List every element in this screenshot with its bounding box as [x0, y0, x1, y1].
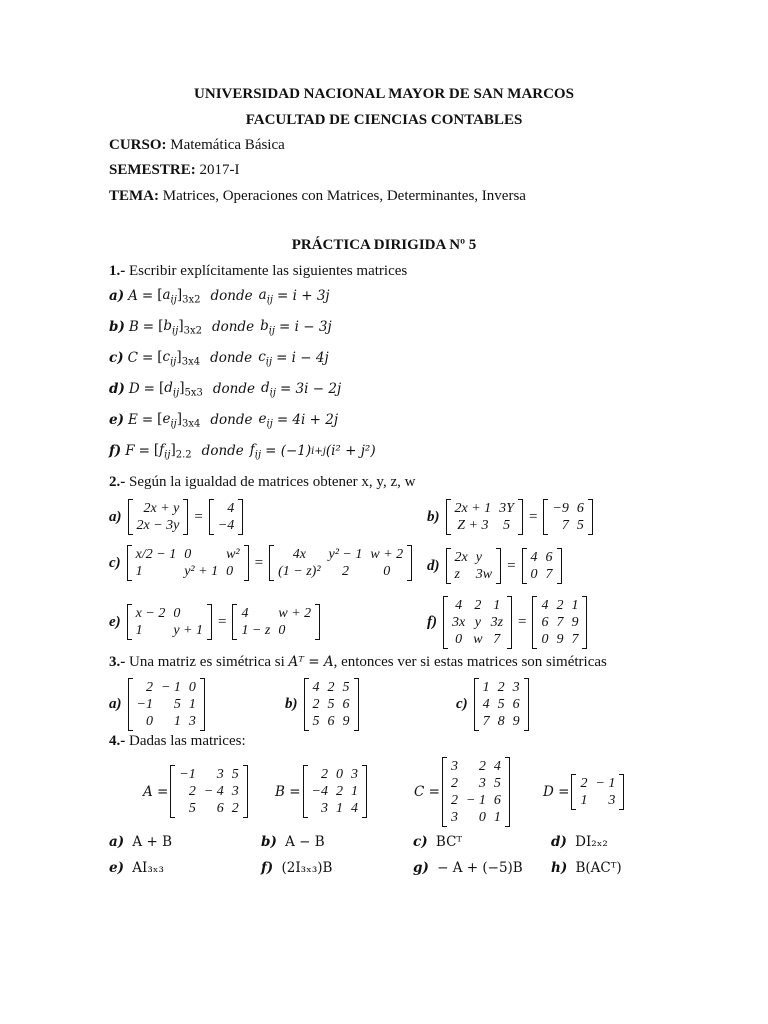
semestre-value: 2017-I: [195, 162, 240, 178]
semestre-label: SEMESTRE:: [109, 162, 196, 178]
q1-item-element: $[e_{ij}]_{3x4}$: [157, 411, 201, 430]
q4-operation: [109, 834, 172, 850]
matrix-cell: 3: [512, 680, 520, 695]
q2-a: a) 2x + y 2x − 3y = 4 −4: [109, 499, 245, 535]
q1-item: c) C = $[c_{ij}]_{3x4}$ donde $c_{ij}$ = i − 4j: [109, 349, 329, 368]
q4-op-label: d): [551, 834, 567, 850]
q1-item-label: d): [109, 381, 125, 398]
q4-op-label: c): [413, 834, 428, 850]
curso-line: [109, 137, 285, 154]
q2-b-left-matrix: [446, 499, 523, 535]
q1-donde: donde: [210, 288, 253, 305]
matrix-cell: 1: [493, 810, 501, 825]
q4-number: 4.-: [109, 733, 126, 749]
q4-operation: [413, 834, 462, 850]
matrix-cell: −1: [136, 697, 153, 712]
tema-label: TEMA:: [109, 188, 159, 204]
matrix-cell: z: [454, 567, 460, 582]
matrix-cell: 4: [530, 550, 538, 565]
matrix-cell: 2: [450, 793, 458, 808]
q3-b-label: b): [285, 696, 298, 712]
q4-a-matrix: [170, 765, 247, 818]
matrix-cell: 3: [450, 810, 458, 825]
matrix-cell: 5: [503, 518, 511, 533]
matrix-cell: 1: [571, 598, 579, 613]
q1-item-rule-element: $b_{ij}$: [260, 318, 276, 337]
q3-statement: [109, 654, 607, 671]
q1-item-rule: = 3i − 2j: [279, 381, 342, 398]
matrix-cell: 2x + y: [143, 501, 180, 516]
q1-item-label: c): [109, 350, 124, 367]
q1-donde: donde: [210, 412, 253, 429]
q1-item-element: $[b_{ij}]_{3x2}$: [158, 318, 202, 337]
matrix-cell: 2x + 1: [454, 501, 492, 516]
matrix-cell: −4: [311, 784, 328, 799]
matrix-cell: Z + 3: [457, 518, 489, 533]
matrix-cell: (1 − z)²: [278, 564, 321, 579]
matrix-cell: 5: [342, 680, 350, 695]
matrix-cell: 2: [497, 680, 505, 695]
q1-item-element: $[f_{ij}]_{2.2}$: [153, 442, 192, 461]
matrix-cell: 5: [188, 801, 196, 816]
matrix-cell: 5: [493, 776, 501, 791]
matrix-cell: 4: [241, 606, 249, 621]
q4-operation: [551, 860, 622, 876]
q3-text-2: , entonces ver si estas matrices son simétricas: [333, 654, 607, 670]
matrix-cell: y: [475, 550, 482, 565]
matrix-cell: 0: [188, 680, 196, 695]
q4-a-name: A =: [143, 783, 169, 800]
matrix-cell: 2: [320, 767, 328, 782]
matrix-cell: 2: [312, 697, 320, 712]
q1-item-rule-element: $a_{ij}$: [258, 287, 273, 306]
q4-d-name: D =: [543, 784, 570, 800]
matrix-cell: 2: [450, 776, 458, 791]
matrix-cell: x − 2: [135, 606, 166, 621]
matrix-cell: y: [474, 615, 481, 630]
matrix-cell: 2: [188, 784, 196, 799]
q4-op-label: e): [109, 860, 124, 876]
matrix-cell: 1: [580, 793, 588, 808]
matrix-cell: 2: [341, 564, 349, 579]
practice-title: PRÁCTICA DIRIGIDA Nº 5: [291, 237, 477, 253]
q2-a-left-matrix: [128, 499, 189, 535]
matrix-cell: 2x: [454, 550, 468, 565]
q4-op-expr: (2I₃ₓ₃)B: [277, 860, 333, 876]
q4-op-expr: A + B: [128, 834, 172, 850]
q2-d-label: d): [427, 557, 440, 574]
q1-donde: donde: [210, 350, 253, 367]
matrix-cell: 0: [478, 810, 486, 825]
matrix-cell: 0: [335, 767, 343, 782]
q4-op-expr: − A + (−5)B: [432, 860, 523, 876]
q1-donde: donde: [211, 319, 255, 336]
matrix-cell: 6: [545, 550, 553, 565]
tema-value: Matrices, Operaciones con Matrices, Determinantes, Inversa: [159, 188, 526, 204]
q2-a-label: a): [109, 508, 122, 525]
q2-statement: [109, 474, 415, 491]
q4-d-matrix: [571, 774, 624, 810]
matrix-cell: 3: [608, 793, 616, 808]
q1-text: Escribir explícitamente las siguientes matrices: [125, 263, 408, 279]
q1-item-rule: = i + 3j: [277, 288, 330, 305]
q3-c-label: c): [456, 696, 468, 712]
matrix-cell: 4: [227, 501, 235, 516]
q2-e: e) x − 2 0 1 y + 1 = 4 w + 2 1 − z 0: [109, 604, 322, 640]
q1-donde: donde: [201, 443, 244, 460]
matrix-cell: 0: [226, 564, 234, 579]
matrix-cell: 2: [478, 759, 486, 774]
matrix-cell: 3: [450, 759, 458, 774]
matrix-cell: 5: [327, 697, 335, 712]
matrix-cell: 4: [482, 697, 490, 712]
q1-item-name: D: [128, 381, 140, 398]
matrix-cell: y + 1: [173, 623, 203, 638]
matrix-cell: 1: [173, 714, 181, 729]
q1-item-rule: = i − 4j: [276, 350, 329, 367]
matrix-cell: 1: [135, 623, 143, 638]
q4-op-expr: DI₂ₓ₂: [570, 834, 608, 850]
q3-b-matrix: [304, 678, 359, 731]
q1-item-rule-element: $d_{ij}$: [260, 380, 276, 399]
q2-b-label: b): [427, 508, 440, 525]
university-name: UNIVERSIDAD NACIONAL MAYOR DE SAN MARCOS: [194, 86, 574, 102]
q4-b-name: B =: [275, 783, 301, 800]
q1-item: f) F = $[f_{ij}]_{2.2}$ donde $f_{ij}$ = (−1) i+j (i² + j²): [109, 442, 376, 461]
matrix-cell: 6: [493, 793, 501, 808]
q3-text-1: Una matriz es simétrica si: [125, 654, 289, 670]
matrix-cell: − 1: [160, 680, 181, 695]
q1-item-label: e): [109, 412, 124, 429]
q4-operation: [261, 860, 332, 876]
q1-item-name: A: [128, 288, 138, 305]
matrix-cell: 2: [145, 680, 153, 695]
q4-op-label: f): [261, 860, 274, 876]
q2-d: d) 2x y z 3w = 4 6 0 7: [427, 548, 564, 584]
matrix-cell: 9: [512, 714, 520, 729]
matrix-cell: 6: [327, 714, 335, 729]
matrix-cell: 3Y: [499, 501, 514, 516]
matrix-cell: 2: [335, 784, 343, 799]
q2-number: 2.-: [109, 474, 126, 490]
q2-c: c) x/2 − 1 0 w² 1 y² + 1 0 = 4x y² − 1 w + 2 (1 − z)² 2 0: [109, 545, 414, 581]
matrix-cell: y² + 1: [184, 564, 219, 579]
matrix-cell: 4x: [292, 547, 306, 562]
q1-item-name: F: [125, 443, 135, 460]
matrix-cell: − 1: [595, 776, 616, 791]
matrix-cell: 2: [474, 598, 482, 613]
q4-c-name: C =: [414, 784, 440, 800]
matrix-cell: 5: [576, 518, 584, 533]
q4-operation: [413, 860, 523, 876]
curso-label: CURSO:: [109, 137, 167, 153]
matrix-cell: 6: [576, 501, 584, 516]
matrix-cell: −4: [217, 518, 235, 533]
matrix-cell: 7: [482, 714, 490, 729]
matrix-cell: 5: [312, 714, 320, 729]
q1-item-name: B: [128, 319, 139, 336]
matrix-cell: 4: [455, 598, 463, 613]
q4-c-matrix: [442, 757, 510, 827]
matrix-cell: 4: [493, 759, 501, 774]
q3-a-label: a): [109, 696, 122, 712]
q1-f-rest: (i² + j²): [325, 443, 376, 460]
q1-item-rule: = i − 3j: [279, 319, 332, 336]
q3-number: 3.-: [109, 654, 126, 670]
q1-item-rule: = 4i + 2j: [276, 412, 339, 429]
matrix-cell: 4: [350, 801, 358, 816]
matrix-cell: 2x − 3y: [136, 518, 180, 533]
q4-operation: [551, 834, 608, 850]
matrix-cell: 7: [493, 632, 501, 647]
matrix-cell: 3: [320, 801, 328, 816]
matrix-cell: 9: [342, 714, 350, 729]
q1-item-element: $[a_{ij}]_{3x2}$: [157, 287, 201, 306]
q1-donde: donde: [212, 381, 255, 398]
q3-c: [456, 678, 531, 731]
q2-e-label: e): [109, 613, 121, 630]
matrix-cell: 1: [135, 564, 143, 579]
faculty-name: FACULTAD DE CIENCIAS CONTABLES: [245, 112, 523, 128]
q4-op-label: h): [551, 860, 568, 876]
q2-d-left-matrix: [446, 548, 502, 584]
q1-item: e) E = $[e_{ij}]_{3x4}$ donde $e_{ij}$ = 4i + 2j: [109, 411, 339, 430]
q3-b: [285, 678, 361, 731]
q3-a: [109, 678, 207, 731]
q4-op-label: a): [109, 834, 125, 850]
q2-a-right-matrix: [209, 499, 243, 535]
matrix-cell: 5: [497, 697, 505, 712]
matrix-cell: 0: [383, 564, 391, 579]
matrix-cell: 8: [497, 714, 505, 729]
q1-item-element: $[c_{ij}]_{3x4}$: [157, 349, 201, 368]
matrix-cell: w + 2: [370, 547, 404, 562]
q4-matrix-a: [143, 765, 250, 818]
matrix-cell: 9: [556, 632, 564, 647]
q2-c-label: c): [109, 554, 121, 571]
q2-f-label: f): [427, 614, 437, 630]
q4-op-expr: BCᵀ: [431, 834, 463, 850]
matrix-cell: 3: [216, 767, 224, 782]
q2-c-left-matrix: [127, 545, 249, 581]
matrix-cell: 1: [482, 680, 490, 695]
matrix-cell: 3: [478, 776, 486, 791]
q2-text: Según la igualdad de matrices obtener x, y, z, w: [125, 474, 416, 490]
q3-c-matrix: [474, 678, 529, 731]
q4-op-expr: B(ACᵀ): [571, 860, 622, 876]
q1-item-name: C: [127, 350, 138, 367]
q1-item-label: f): [109, 443, 122, 460]
q1-item: a) A = $[a_{ij}]_{3x2}$ donde $a_{ij}$ = i + 3j: [109, 287, 330, 306]
q1-item: d) D = $[d_{ij}]_{5x3}$ donde $d_{ij}$ = 3i − 2j: [109, 380, 342, 399]
q1-statement: [109, 263, 407, 280]
matrix-cell: 6: [541, 615, 549, 630]
matrix-cell: 2: [327, 680, 335, 695]
q2-f: f) 4 2 1 3x y 3z 0 w 7 = 4 2 1 6 7 9 0 9 7: [427, 596, 589, 649]
matrix-cell: w²: [226, 547, 240, 562]
matrix-cell: 6: [512, 697, 520, 712]
matrix-cell: 0: [530, 567, 538, 582]
q2-f-right-matrix: [532, 596, 587, 649]
matrix-cell: 1: [335, 801, 343, 816]
matrix-cell: 5: [173, 697, 181, 712]
matrix-cell: 6: [216, 801, 224, 816]
q4-op-expr: A − B: [280, 834, 325, 850]
q4-matrix-b: [275, 765, 369, 818]
matrix-cell: 0: [173, 606, 181, 621]
q1-item-rule: = (−1): [265, 443, 312, 460]
q1-item: b) B = $[b_{ij}]_{3x2}$ donde $b_{ij}$ = i − 3j: [109, 318, 332, 337]
matrix-cell: 7: [571, 632, 579, 647]
q4-matrix-d: [543, 774, 626, 810]
matrix-cell: −1: [179, 767, 196, 782]
semestre-line: [109, 162, 239, 179]
q4-op-label: b): [261, 834, 277, 850]
matrix-cell: 3x: [452, 615, 466, 630]
q4-op-label: g): [413, 860, 429, 876]
matrix-cell: 7: [556, 615, 564, 630]
matrix-cell: 7: [561, 518, 569, 533]
q1-item-rule-element: $f_{ij}$: [249, 442, 262, 461]
matrix-cell: 9: [571, 615, 579, 630]
q1-f-exponent: i+j: [311, 445, 326, 457]
q1-item-label: a): [109, 288, 125, 305]
q1-item-rule-element: $e_{ij}$: [258, 411, 273, 430]
matrix-cell: − 1: [465, 793, 486, 808]
matrix-cell: 1 − z: [241, 623, 271, 638]
q2-f-left-matrix: [443, 596, 512, 649]
matrix-cell: 6: [342, 697, 350, 712]
matrix-cell: w + 2: [278, 606, 312, 621]
matrix-cell: 0: [145, 714, 153, 729]
matrix-cell: 4: [541, 598, 549, 613]
q3-condition: Aᵀ = A: [288, 654, 334, 670]
q2-e-left-matrix: [127, 604, 212, 640]
matrix-cell: − 4: [203, 784, 224, 799]
tema-line: [109, 188, 526, 205]
matrix-cell: −9: [552, 501, 569, 516]
q1-item-element: $[d_{ij}]_{5x3}$: [158, 380, 203, 399]
matrix-cell: 0: [278, 623, 286, 638]
q2-e-right-matrix: [232, 604, 320, 640]
matrix-cell: 2: [556, 598, 564, 613]
q4-b-matrix: [303, 765, 367, 818]
matrix-cell: x/2 − 1: [135, 547, 177, 562]
matrix-cell: 1: [188, 697, 196, 712]
matrix-cell: w: [473, 632, 483, 647]
q1-number: 1.-: [109, 263, 126, 279]
matrix-cell: 3w: [475, 567, 493, 582]
q4-matrix-c: [414, 757, 512, 827]
q1-item-rule-element: $c_{ij}$: [258, 349, 273, 368]
matrix-cell: 3: [350, 767, 358, 782]
matrix-cell: 0: [541, 632, 549, 647]
matrix-cell: 3z: [490, 615, 504, 630]
matrix-cell: 7: [545, 567, 553, 582]
matrix-cell: 0: [455, 632, 463, 647]
matrix-cell: 3: [188, 714, 196, 729]
q4-operation: [261, 834, 325, 850]
q4-op-expr: AI₃ₓ₃: [127, 860, 164, 876]
matrix-cell: 5: [231, 767, 239, 782]
matrix-cell: 2: [231, 801, 239, 816]
q4-text: Dadas las matrices:: [125, 733, 246, 749]
matrix-cell: 4: [312, 680, 320, 695]
q2-c-right-matrix: [269, 545, 412, 581]
q2-b: b) 2x + 1 3Y Z + 3 5 = −9 6 7 5: [427, 499, 595, 535]
matrix-cell: 1: [493, 598, 501, 613]
matrix-cell: 3: [231, 784, 239, 799]
curso-value: Matemática Básica: [166, 137, 285, 153]
q1-item-name: E: [127, 412, 138, 429]
matrix-cell: 2: [580, 776, 588, 791]
q4-operation: [109, 860, 164, 876]
q2-b-right-matrix: [543, 499, 592, 535]
q1-item-label: b): [109, 319, 125, 336]
q2-d-right-matrix: [522, 548, 562, 584]
matrix-cell: 1: [350, 784, 358, 799]
matrix-cell: y² − 1: [328, 547, 363, 562]
q3-a-matrix: [128, 678, 205, 731]
matrix-cell: 0: [184, 547, 192, 562]
q4-statement: [109, 733, 246, 750]
